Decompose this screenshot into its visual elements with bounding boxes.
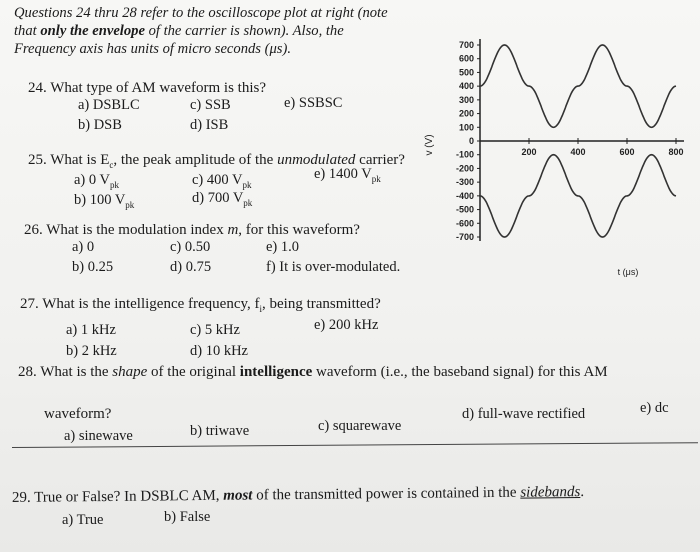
q27-option-a[interactable]: a) 1 kHz <box>66 322 116 338</box>
q24-option-c[interactable]: c) SSB <box>190 97 231 113</box>
q25-option-c[interactable]: c) 400 $V_{pk}$ <box>192 172 252 190</box>
question-24: 24. What type of AM waveform is this? <box>28 80 267 96</box>
q26-option-e[interactable]: e) 1.0 <box>266 239 300 255</box>
q29-option-a[interactable]: a) True <box>62 512 104 528</box>
x-tick-label: 600 <box>619 147 635 157</box>
x-axis-label: t (μs) <box>617 267 639 277</box>
q27-option-e[interactable]: e) 200 kHz <box>314 317 379 333</box>
q26-option-c[interactable]: c) 0.50 <box>170 239 211 255</box>
y-tick-label: -300 <box>455 177 474 188</box>
q27-option-d[interactable]: d) 10 kHz <box>190 343 248 359</box>
lower-envelope-line <box>480 155 676 237</box>
question-26: 26. What is the modulation index m, for this waveform? <box>24 222 360 238</box>
y-tick-label: -600 <box>455 218 474 229</box>
q26-option-f[interactable]: f) It is over-modulated. <box>266 259 401 275</box>
y-tick-label: 400 <box>458 81 474 92</box>
q28-option-a[interactable]: a) sinewave <box>64 428 133 444</box>
q26-option-a[interactable]: a) 0 <box>72 239 95 255</box>
oscilloscope-chart <box>418 30 700 282</box>
q25-option-a[interactable]: a) 0 $V_{pk}$ <box>74 172 119 190</box>
q28-option-b[interactable]: b) triwave <box>190 423 250 439</box>
y-tick-label: -100 <box>455 149 474 160</box>
question-28: 28. What is the shape of the original intelligence waveform (i.e., the baseband signal) for this AM <box>18 364 608 380</box>
q28-option-d[interactable]: d) full-wave rectified <box>462 406 586 422</box>
question-25: 25. What is $E_c$, the peak amplitude of the unmodulated carrier? <box>28 152 405 170</box>
y-tick-label: 200 <box>458 108 474 119</box>
y-tick-label: -200 <box>455 163 474 174</box>
q24-option-e[interactable]: e) SSBSC <box>284 95 343 111</box>
chart-svg <box>418 30 700 282</box>
y-tick-label: -400 <box>455 190 474 201</box>
q28-line2: waveform? <box>44 406 112 422</box>
intro-text: Questions 24 thru 28 refer to the oscilloscope plot at right (note that only the envelope of the carrier is shown). Also, the Frequency axis has units of micro seconds (μs). <box>14 5 388 57</box>
q26-option-d[interactable]: d) 0.75 <box>170 259 212 275</box>
q26-option-b[interactable]: b) 0.25 <box>72 259 114 275</box>
y-tick-label: 700 <box>458 40 474 50</box>
q24-option-a[interactable]: a) DSBLC <box>78 97 140 113</box>
question-27: 27. What is the intelligence frequency, $f_i$, being transmitted? <box>20 296 381 314</box>
q24-option-d[interactable]: d) ISB <box>190 117 229 133</box>
y-axis-label: v (V) <box>424 134 435 156</box>
y-tick-label: 100 <box>458 122 474 133</box>
x-tick-label: 400 <box>570 147 586 157</box>
y-tick-label: -500 <box>455 204 474 215</box>
y-tick-label: 500 <box>458 67 474 78</box>
q27-option-b[interactable]: b) 2 kHz <box>66 343 117 359</box>
y-tick-label: 0 <box>468 136 474 146</box>
y-tick-label: 300 <box>458 94 474 105</box>
x-tick-label: 800 <box>668 147 684 157</box>
q24-option-b[interactable]: b) DSB <box>78 117 122 133</box>
y-tick-label: -700 <box>455 232 474 242</box>
q28-option-e[interactable]: e) dc <box>640 400 669 416</box>
upper-envelope-line <box>480 45 676 127</box>
q27-option-c[interactable]: c) 5 kHz <box>190 322 240 338</box>
q29-option-b[interactable]: b) False <box>164 509 211 525</box>
question-29: 29. True or False? In DSBLC AM, most of the transmitted power is contained in the sidebands. <box>11 484 585 506</box>
q25-option-d[interactable]: d) 700 $V_{pk}$ <box>192 190 253 208</box>
q25-option-b[interactable]: b) 100 $V_{pk}$ <box>74 192 135 210</box>
y-tick-label: 600 <box>458 53 474 64</box>
q28-option-c[interactable]: c) squarewave <box>318 418 402 434</box>
x-tick-label: 200 <box>521 147 537 157</box>
q25-option-e[interactable]: e) 1400 $V_{pk}$ <box>314 166 381 184</box>
